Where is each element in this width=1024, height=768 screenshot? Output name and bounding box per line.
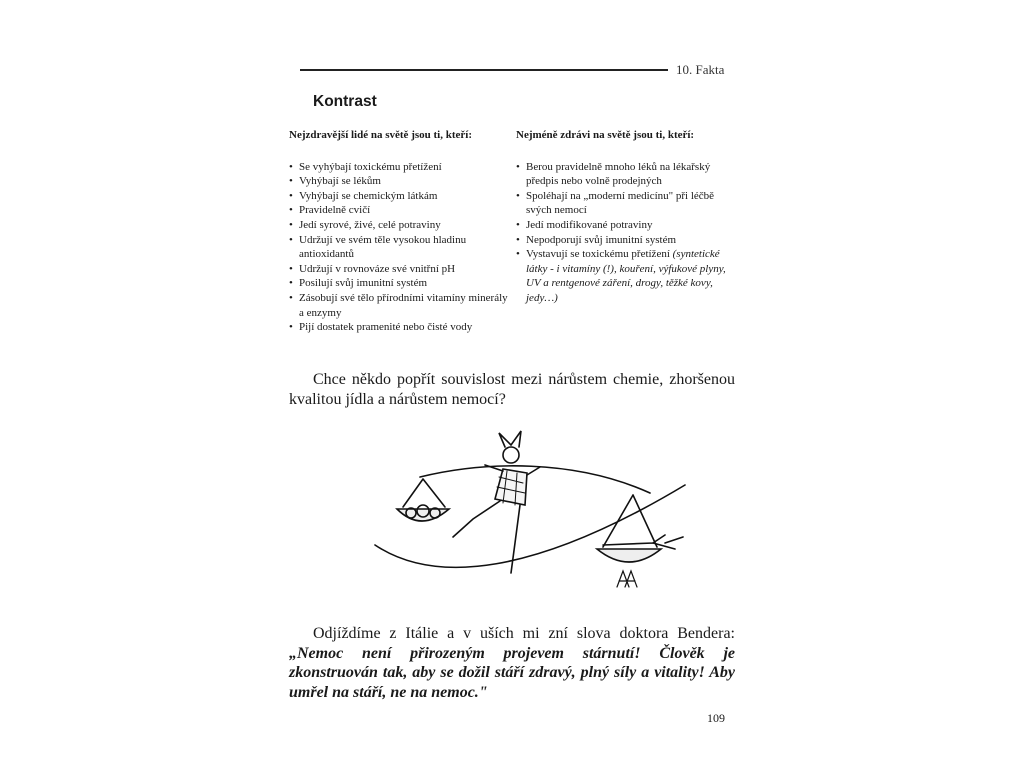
left-list — [289, 160, 511, 335]
left-column-heading: Nejzdravější lidé na světě jsou ti, kteří: — [289, 129, 472, 141]
quote-intro: Odjíždíme z Itálie a v uších mi zní slova doktora Bendera: — [313, 625, 735, 642]
list-item: • Udržují v rovnováze své vnitřní pH — [289, 262, 511, 277]
list-item: • Posilují svůj imunitní systém — [289, 276, 511, 291]
list-item — [516, 247, 734, 305]
jester-leg-right — [511, 505, 520, 573]
jester-leg-left — [453, 501, 500, 537]
signature-mark — [617, 571, 637, 587]
list-item: • Nepodporují svůj imunitní systém — [516, 233, 734, 248]
list-item: • Spoléhají na „moderní medicínu" při léčbě svých nemocí — [516, 189, 734, 218]
list-item: • Zásobují své tělo přírodními vitamíny minerály a enzymy — [289, 291, 511, 320]
left-basket — [397, 509, 449, 521]
left-basket-strings — [403, 479, 445, 507]
right-basket-strings — [603, 495, 657, 547]
list-item: • Vyhýbají se chemickým látkám — [289, 189, 511, 204]
list-item: • Jedí syrové, živé, celé potraviny — [289, 218, 511, 233]
list-item: • Jedí modifikované potraviny — [516, 218, 734, 233]
list-item-text: Vystavují se toxickému přetížení — [526, 248, 670, 261]
tightrope-illustration — [335, 425, 695, 615]
jester-hat — [499, 431, 521, 447]
closing-quote — [289, 624, 735, 702]
list-item: • Pijí dostatek pramenité nebo čisté vody — [289, 320, 511, 335]
right-column — [516, 128, 734, 306]
jester-body — [495, 469, 527, 505]
list-item: • Pravidelně cvičí — [289, 203, 511, 218]
body-question: Chce někdo popřít souvislost mezi nárůstem chemie, zhoršenou kvalitou jídla a nárůstem nemocí? — [289, 371, 735, 408]
quote-bold: „Nemoc není přirozeným projevem stárnutí! Člověk je zkonstruován tak, aby se dožil stáří zdravý, plný síly a vitality! Aby umřel na stáří, ne na nemoc." — [289, 644, 735, 701]
list-item: • Vyhýbají se lékům — [289, 174, 511, 189]
list-item: • Berou pravidelně mnoho léků na lékařský předpis nebo volně prodejných — [516, 160, 734, 189]
page-number: 109 — [707, 711, 725, 725]
left-column — [289, 128, 511, 335]
right-basket — [597, 549, 661, 562]
right-column-heading: Nejméně zdrávi na světě jsou ti, kteří: — [516, 129, 695, 141]
list-item-italic-text: (syntetické látky - i vitamíny (!), kouření, výfukové plyny, UV a rentgenové záření, drogy, těžké kovy, jedy…) — [526, 248, 726, 304]
carrot — [603, 535, 683, 549]
jester-head — [503, 447, 519, 463]
section-title: Kontrast — [313, 93, 377, 110]
list-item: • Udržují ve svém těle vysokou hladinu antioxidantů — [289, 233, 511, 262]
header-rule — [300, 69, 668, 71]
list-item: • Se vyhýbají toxickému přetížení — [289, 160, 511, 175]
right-list — [516, 160, 734, 306]
running-header-chapter: 10. Fakta — [676, 62, 725, 77]
